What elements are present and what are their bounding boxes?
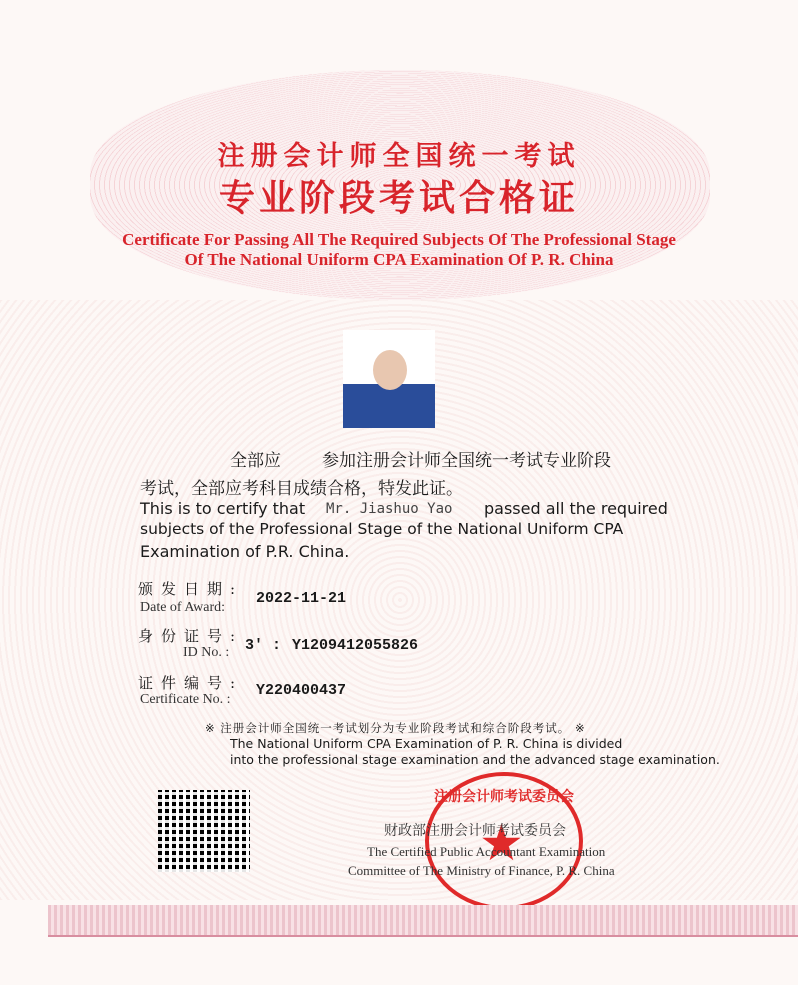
qr-code[interactable] bbox=[158, 790, 250, 872]
body-cn-line2: 考试，全部应考科目成绩合格，特发此证。 bbox=[140, 479, 463, 499]
title-cn-2: 专业阶段考试合格证 bbox=[218, 177, 579, 219]
photo-head bbox=[373, 350, 407, 390]
issuer-en-1: The Certified Public Accountant Examination bbox=[367, 844, 606, 859]
seal-text: 注册会计师考试委员会 bbox=[434, 789, 574, 805]
body-en-prefix: This is to certify that bbox=[140, 499, 306, 518]
id-value: Y1209412055826 bbox=[292, 637, 419, 654]
bottom-border-band bbox=[48, 905, 798, 937]
title-en-1: Certificate For Passing All The Required Subjects Of The Professional Stage bbox=[122, 230, 676, 249]
id-prefix: 3' : bbox=[245, 637, 282, 654]
cert-no-value: Y220400437 bbox=[256, 682, 347, 699]
title-en-2: Of The National Uniform CPA Examination Of P. R. China bbox=[184, 250, 614, 269]
holder-name-cn: 全部应 bbox=[230, 451, 281, 471]
note-en-2: into the professional stage examination and the advanced stage examination. bbox=[230, 752, 720, 767]
holder-photo bbox=[343, 330, 435, 428]
award-date-label-en: Date of Award: bbox=[140, 600, 226, 615]
body-cn-line1: 参加注册会计师全国统一考试专业阶段 bbox=[322, 451, 611, 471]
id-label-cn: 身份证号: bbox=[138, 627, 244, 645]
cert-no-label-cn: 证件编号: bbox=[138, 674, 244, 692]
official-seal bbox=[425, 772, 583, 910]
holder-name-en: Mr. Jiashuo Yao bbox=[326, 501, 453, 517]
title-cn-1: 注册会计师全国统一考试 bbox=[217, 141, 581, 172]
award-date-label-cn: 颁发日期: bbox=[138, 580, 244, 598]
body-en-line1-suffix: passed all the required bbox=[484, 499, 668, 518]
star-icon: ★ bbox=[479, 814, 524, 872]
body-en-line2: subjects of the Professional Stage of the National Uniform CPA bbox=[140, 520, 624, 538]
issuer-en-2: Committee of The Ministry of Finance, P. R. China bbox=[348, 863, 615, 878]
id-label-en: ID No. : bbox=[183, 645, 230, 660]
issuer-cn: 财政部注册会计师考试委员会 bbox=[384, 823, 566, 839]
award-date-value: 2022-11-21 bbox=[256, 590, 347, 607]
note-en-1: The National Uniform CPA Examination of P. R. China is divided bbox=[230, 736, 623, 751]
body-en-line3: Examination of P.R. China. bbox=[140, 542, 350, 561]
cert-no-label-en: Certificate No. : bbox=[140, 692, 231, 707]
note-cn: ※ 注册会计师全国统一考试划分为专业阶段考试和综合阶段考试。 ※ bbox=[205, 721, 586, 735]
